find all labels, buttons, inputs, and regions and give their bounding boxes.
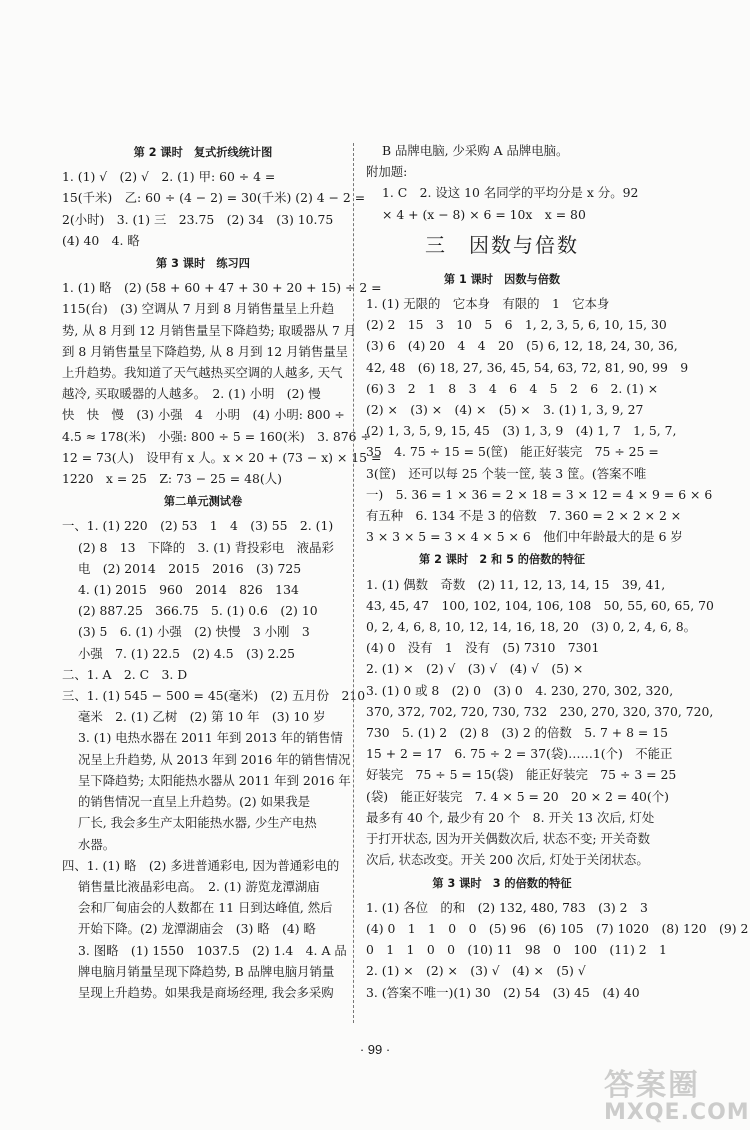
- text-line: 好装完 75 ÷ 5 = 15(袋) 能正好装完 75 ÷ 3 = 25: [366, 767, 677, 783]
- page-number: · 99 ·: [359, 1042, 391, 1057]
- section-heading: 第二单元测试卷: [163, 495, 243, 509]
- text-line: (2) 1, 3, 5, 9, 15, 45 (3) 1, 3, 9 (4) 1, 7 1, 5, 7,: [366, 423, 677, 439]
- text-line: 4.5 ≈ 178(米) 小强: 800 ÷ 5 = 160(米) 3. 876 ÷: [62, 428, 371, 444]
- text-line: 有五种 6. 134 不是 3 的倍数 7. 360 = 2 × 2 × 2 ×: [366, 508, 682, 524]
- right-column: [366, 140, 749, 1003]
- text-line: 厂长, 我会多生产太阳能热水器, 少生产电热: [78, 815, 317, 831]
- section-heading: 第 1 课时 因数与倍数: [443, 272, 561, 286]
- watermark-url: MXQE.COM: [604, 1100, 750, 1125]
- text-line: 水器。: [78, 836, 116, 852]
- text-line: 上升趋势。我知道了天气越热买空调的人越多, 天气: [62, 365, 343, 381]
- text-line: 2(小时) 3. (1) 三 23.75 (2) 34 (3) 10.75: [62, 211, 334, 227]
- watermark-text: 答案圈: [604, 1068, 700, 1103]
- text-line: 1. (1) 各位 的和 (2) 132, 480, 783 (3) 2 3: [366, 899, 648, 915]
- column-divider: [353, 143, 354, 1023]
- text-line: 会和厂甸庙会的人数都在 11 日到达峰值, 然后: [78, 900, 333, 916]
- text-line: 销售量比液晶彩电高。 2. (1) 游览龙潭湖庙: [78, 878, 320, 894]
- section-heading: 第 2 课时 复式折线统计图: [133, 146, 273, 159]
- text-line: 3. (答案不唯一)(1) 30 (2) 54 (3) 45 (4) 40: [366, 984, 640, 1000]
- text-line: (6) 3 2 1 8 3 4 6 4 5 2 6 2. (1) ×: [366, 380, 659, 396]
- text-line: 1220 x = 25 Z: 73 − 25 = 48(人): [62, 471, 282, 487]
- text-line: 小强 7. (1) 22.5 (2) 4.5 (3) 2.25: [78, 645, 296, 661]
- text-line: 3. 图略 (1) 1550 1037.5 (2) 1.4 4. A 品: [78, 942, 347, 958]
- text-line: 35 4. 75 ÷ 15 = 5(筐) 能正好装完 75 ÷ 25 =: [366, 444, 659, 460]
- text-line: 次后, 状态改变。开关 200 次后, 灯处于关闭状态。: [366, 852, 649, 868]
- text-line: 一) 5. 36 = 1 × 36 = 2 × 18 = 3 × 12 = 4 × 9 = 6 × 6: [366, 486, 713, 502]
- text-line: 1. (1) 略 (2) (58 + 60 + 47 + 30 + 20 + 15) ÷ 2 =: [62, 280, 382, 296]
- chapter-title: 三 因数与倍数: [425, 232, 579, 257]
- text-line: 开始下降。(2) 龙潭湖庙会 (3) 略 (4) 略: [78, 921, 316, 937]
- text-line: 呈现上升趋势。如果我是商场经理, 我会多采购: [78, 984, 334, 1000]
- text-line: 二、1. A 2. C 3. D: [62, 666, 188, 682]
- text-line: 势, 从 8 月到 12 月销售量呈下降趋势; 取暖器从 7 月: [62, 322, 357, 338]
- text-line: 最多有 40 个, 最少有 20 个 8. 开关 13 次后, 灯处: [366, 809, 655, 825]
- text-line: 42, 48 (6) 18, 27, 36, 45, 54, 63, 72, 81, 90, 99 9: [366, 359, 689, 375]
- text-line: (4) 0 没有 1 没有 (5) 7310 7301: [366, 640, 600, 656]
- text-line: 0 1 1 0 0 (10) 11 98 0 100 (11) 2 1: [366, 942, 667, 958]
- text-line: 毫米 2. (1) 乙树 (2) 第 10 年 (3) 10 岁: [78, 709, 326, 725]
- watermark-logo: [604, 1060, 750, 1126]
- text-line: (4) 0 1 1 0 0 (5) 96 (6) 105 (7) 1020 (8) 120 (9) 2: [366, 920, 749, 936]
- text-line: 于打开状态, 因为开关偶数次后, 状态不变; 开关奇数: [366, 831, 651, 847]
- text-line: 15(千米) 乙: 60 ÷ (4 − 2) = 30(千米) (2) 4 − 2 =: [62, 190, 366, 206]
- text-line: 一、1. (1) 220 (2) 53 1 4 (3) 55 2. (1): [62, 518, 334, 534]
- text-line: (2) 8 13 下降的 3. (1) 背投彩电 液晶彩: [78, 539, 334, 555]
- text-line: 1. (1) 偶数 奇数 (2) 11, 12, 13, 14, 15 39, 41,: [366, 576, 666, 592]
- text-line: (2) × (3) × (4) × (5) × 3. (1) 1, 3, 9, 27: [366, 402, 644, 418]
- text-line: 730 5. (1) 2 (2) 8 (3) 2 的倍数 5. 7 + 8 = 15: [366, 725, 669, 741]
- section-heading: 第 2 课时 2 和 5 的倍数的特征: [419, 553, 585, 567]
- bonus-heading: 附加题:: [366, 164, 408, 180]
- text-line: 到 8 月销售量呈下降趋势, 从 8 月到 12 月销售量呈: [62, 343, 349, 359]
- text-line: 况呈上升趋势, 从 2013 年到 2016 年的销售情况: [78, 751, 351, 767]
- text-line: 呈下降趋势; 太阳能热水器从 2011 年到 2016 年: [78, 772, 351, 788]
- text-line: B 品牌电脑, 少采购 A 品牌电脑。: [382, 143, 569, 158]
- text-line: 的销售情况一直呈上升趋势。(2) 如果我是: [78, 794, 311, 810]
- text-line: 3 × 3 × 5 = 3 × 4 × 5 × 6 他们中年龄最大的是 6 岁: [366, 529, 683, 545]
- text-line: 1. (1) 无限的 它本身 有限的 1 它本身: [366, 296, 610, 312]
- text-line: 370, 372, 702, 720, 730, 732 230, 270, 320, 370, 720,: [366, 703, 714, 719]
- text-line: 2. (1) × (2) √ (3) √ (4) √ (5) ×: [366, 661, 584, 677]
- text-line: 4. (1) 2015 960 2014 826 134: [78, 582, 299, 598]
- text-line: 0, 2, 4, 6, 8, 10, 12, 14, 16, 18, 20 (3) 0, 2, 4, 6, 8。: [366, 619, 696, 635]
- text-line: 三、1. (1) 545 − 500 = 45(毫米) (2) 五月份 210: [62, 688, 366, 704]
- text-line: (2) 887.25 366.75 5. (1) 0.6 (2) 10: [78, 603, 318, 619]
- text-line: (3) 5 6. (1) 小强 (2) 快慢 3 小刚 3: [78, 624, 310, 640]
- text-line: (3) 6 (4) 20 4 4 20 (5) 6, 12, 18, 24, 30, 36,: [366, 338, 678, 354]
- text-line: 2. (1) × (2) × (3) √ (4) × (5) √: [366, 963, 586, 979]
- text-line: × 4 + (x − 8) × 6 = 10x x = 80: [382, 206, 586, 222]
- text-line: 115(台) (3) 空调从 7 月到 8 月销售量呈上升趋: [62, 301, 335, 317]
- text-line: 越冷, 买取暖器的人越多。 2. (1) 小明 (2) 慢: [62, 386, 321, 402]
- text-line: 四、1. (1) 略 (2) 多进普通彩电, 因为普通彩电的: [62, 857, 340, 873]
- text-line: (袋) 能正好装完 7. 4 × 5 = 20 20 × 2 = 40(个): [366, 788, 669, 804]
- text-line: 1. C 2. 设这 10 名同学的平均分是 x 分。92: [382, 185, 639, 201]
- text-line: 12 = 73(人) 设甲有 x 人。x × 20 + (73 − x) × 15 =: [62, 449, 382, 465]
- text-line: 43, 45, 47 100, 102, 104, 106, 108 50, 55, 60, 65, 70: [366, 597, 714, 613]
- section-heading: 第 3 课时 练习四: [156, 257, 250, 271]
- text-line: 3. (1) 0 或 8 (2) 0 (3) 0 4. 230, 270, 302, 320,: [366, 682, 674, 698]
- text-line: 3. (1) 电热水器在 2011 年到 2013 年的销售情: [78, 730, 343, 746]
- text-line: 1. (1) √ (2) √ 2. (1) 甲: 60 ÷ 4 =: [62, 169, 276, 185]
- text-line: (2) 2 15 3 10 5 6 1, 2, 3, 5, 6, 10, 15, 30: [366, 317, 667, 333]
- text-line: 3(筐) 还可以每 25 个装一筐, 装 3 筐。(答案不唯: [366, 465, 647, 481]
- text-line: 电 (2) 2014 2015 2016 (3) 725: [78, 560, 302, 576]
- text-line: (4) 40 4. 略: [62, 232, 140, 248]
- text-line: 快 快 慢 (3) 小强 4 小明 (4) 小明: 800 ÷: [62, 407, 345, 423]
- section-heading: 第 3 课时 3 的倍数的特征: [432, 876, 572, 890]
- text-line: 15 + 2 = 17 6. 75 ÷ 2 = 37(袋)……1(个) 不能正: [366, 746, 673, 762]
- text-line: 牌电脑月销量呈现下降趋势, B 品牌电脑月销量: [78, 963, 335, 979]
- left-column: [62, 140, 382, 1003]
